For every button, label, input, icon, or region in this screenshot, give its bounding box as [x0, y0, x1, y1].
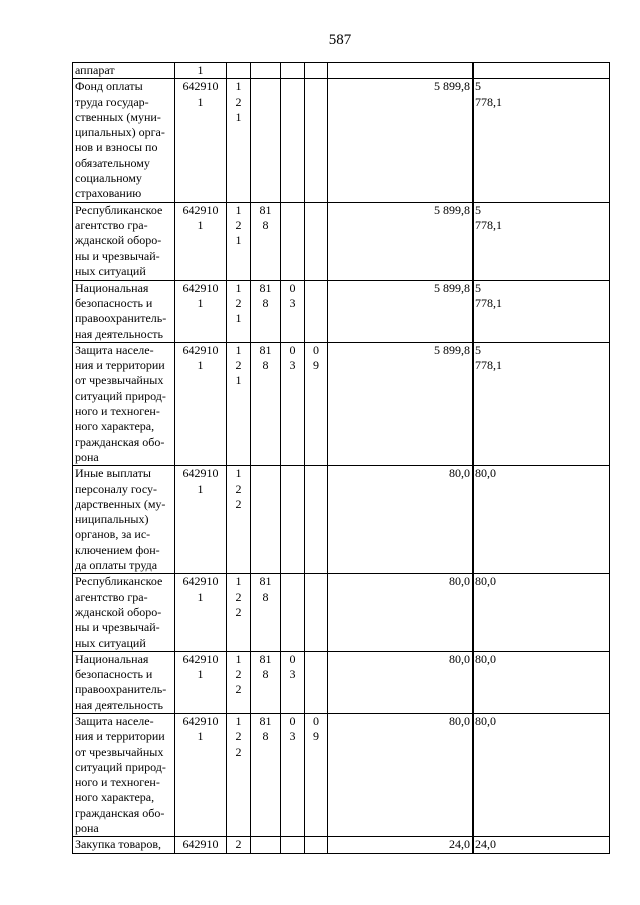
- row-c2: 81 8: [251, 342, 281, 465]
- row-amount-1: 80,0: [328, 651, 473, 713]
- row-c4: [305, 837, 328, 853]
- row-c2: 81 8: [251, 574, 281, 651]
- row-c1: 1 2 2: [227, 713, 251, 836]
- row-c3: [281, 79, 305, 202]
- row-amount-2: 5 778,1: [473, 79, 474, 202]
- row-c4: [305, 466, 328, 574]
- row-c3: 0 3: [281, 713, 305, 836]
- row-name: Защита населе- ния и территории от чрезвычайных ситуаций природ- ного и техноген- ного характера, гражданская обо- рона: [73, 713, 175, 836]
- row-c4: [305, 651, 328, 713]
- row-name: Иные выплаты персоналу госу- дарственных (му- ниципальных) органов, за ис- ключением фон- да оплаты труда: [73, 466, 175, 574]
- row-c2: 81 8: [251, 713, 281, 836]
- row-c1: 1 2 1: [227, 79, 251, 202]
- row-code: 642910 1: [175, 280, 227, 342]
- row-c2: 81 8: [251, 280, 281, 342]
- row-amount-1: 80,0: [328, 713, 473, 836]
- row-c4: [305, 63, 328, 79]
- table-row: [73, 280, 610, 342]
- row-amount-2: 5 778,1: [473, 342, 474, 465]
- table-row: [73, 79, 610, 202]
- row-amount-1: 5 899,8: [328, 202, 473, 280]
- table-row: [73, 342, 610, 465]
- row-name: Защита населе- ния и территории от чрезвычайных ситуаций природ- ного и техноген- ного характера, гражданская обо- рона: [73, 342, 175, 465]
- row-c3: [281, 202, 305, 280]
- row-name: Республиканское агентство гра- жданской оборо- ны и чрезвычай- ных ситуаций: [73, 202, 175, 280]
- row-amount-2: 5 778,1: [473, 202, 474, 280]
- row-amount-2: 24,0: [473, 837, 474, 853]
- row-amount-1: 5 899,8: [328, 79, 473, 202]
- row-code: 642910 1: [175, 651, 227, 713]
- row-amount-2: 5 778,1: [473, 280, 474, 342]
- row-c1: 2: [227, 837, 251, 853]
- row-amount-2: 80,0: [473, 574, 474, 651]
- row-amount-1: 24,0: [328, 837, 473, 853]
- row-c3: [281, 466, 305, 574]
- row-c2: 81 8: [251, 651, 281, 713]
- row-c1: 1 2 2: [227, 574, 251, 651]
- row-c4: [305, 574, 328, 651]
- row-c4: [305, 79, 328, 202]
- row-amount-1: 80,0: [328, 574, 473, 651]
- row-code: 642910 1: [175, 202, 227, 280]
- row-code: 642910: [175, 837, 227, 853]
- budget-table: [72, 62, 610, 854]
- row-empty-cell: [474, 280, 610, 342]
- row-c4: 0 9: [305, 713, 328, 836]
- row-name: Республиканское агентство гра- жданской оборо- ны и чрезвычай- ных ситуаций: [73, 574, 175, 651]
- row-c1: 1 2 2: [227, 466, 251, 574]
- row-c2: [251, 466, 281, 574]
- row-c4: [305, 202, 328, 280]
- row-c4: 0 9: [305, 342, 328, 465]
- row-code: 642910 1: [175, 79, 227, 202]
- row-empty-cell: [474, 713, 610, 836]
- table-row: [73, 837, 610, 853]
- row-c2: [251, 63, 281, 79]
- row-code: 642910 1: [175, 466, 227, 574]
- row-c1: 1 2 1: [227, 202, 251, 280]
- row-name: Национальная безопасность и правоохранитель- ная деятельность: [73, 651, 175, 713]
- row-amount-2: 80,0: [473, 466, 474, 574]
- row-name: Закупка товаров,: [73, 837, 175, 853]
- row-c3: 0 3: [281, 280, 305, 342]
- row-c1: 1 2 1: [227, 342, 251, 465]
- page-number: 587: [328, 32, 352, 48]
- row-c3: [281, 837, 305, 853]
- row-c2: 81 8: [251, 202, 281, 280]
- row-c3: 0 3: [281, 342, 305, 465]
- row-c1: 1 2 2: [227, 651, 251, 713]
- row-c2: [251, 837, 281, 853]
- table-row: [73, 713, 610, 836]
- table-row: [73, 202, 610, 280]
- row-amount-1: 5 899,8: [328, 280, 473, 342]
- row-code: 642910 1: [175, 713, 227, 836]
- row-c1: [227, 63, 251, 79]
- row-c3: [281, 574, 305, 651]
- row-name: Национальная безопасность и правоохранитель- ная деятельность: [73, 280, 175, 342]
- row-name: аппарат: [73, 63, 175, 79]
- row-c1: 1 2 1: [227, 280, 251, 342]
- table-row: [73, 651, 610, 713]
- table-row: [73, 63, 610, 79]
- row-empty-cell: [474, 202, 610, 280]
- table-row: [73, 466, 610, 574]
- row-code: 642910 1: [175, 574, 227, 651]
- row-code: 1: [175, 63, 227, 79]
- table-row: [73, 574, 610, 651]
- row-c4: [305, 280, 328, 342]
- row-amount-1: [328, 63, 473, 79]
- row-amount-1: 80,0: [328, 466, 473, 574]
- row-code: 642910 1: [175, 342, 227, 465]
- row-c3: 0 3: [281, 651, 305, 713]
- row-amount-2: 80,0: [473, 651, 474, 713]
- row-c2: [251, 79, 281, 202]
- row-c3: [281, 63, 305, 79]
- row-amount-2: 80,0: [473, 713, 474, 836]
- row-empty-cell: [474, 63, 610, 79]
- row-name: Фонд оплаты труда государ- ственных (муни- ципальных) орга- нов и взносы по обязательному социальному страхованию: [73, 79, 175, 202]
- row-empty-cell: [474, 466, 610, 574]
- row-amount-1: 5 899,8: [328, 342, 473, 465]
